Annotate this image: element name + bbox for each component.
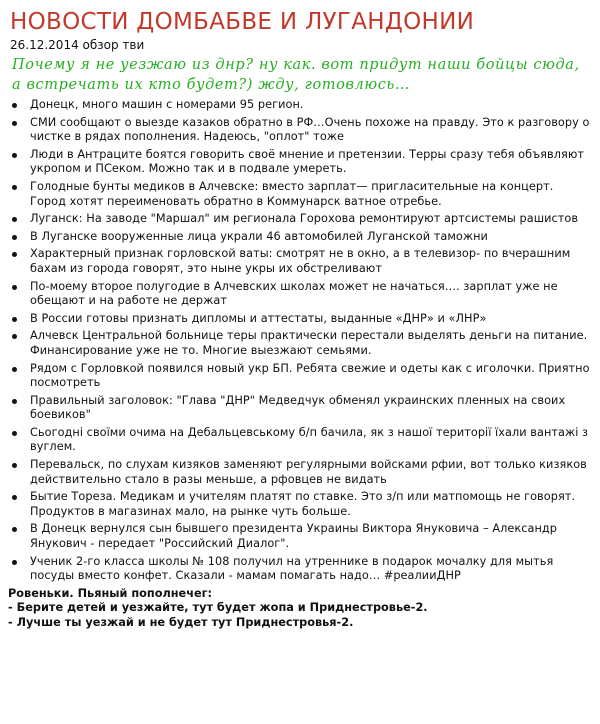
news-item: Луганск: На заводе "Маршал" им регионала Горохова ремонтируют артсистемы рашистов	[8, 212, 592, 227]
news-item: Сьогодні своїми очима на Дебальцевському б/п бачила, як з нашої території їхали вантажі з вуглем.	[8, 426, 592, 455]
news-item: Бытие Тореза. Медикам и учителям платят по ставке. Это з/п или матпомощь не говорят. Продуктов в магазинах мало, на рынке чуть больше.	[8, 490, 592, 519]
quote-text: Почему я не уезжаю из днр? ну как. вот придут наши бойцы сюда, а встречать их кто будет?) жду, готовлюсь…	[12, 57, 580, 93]
news-item: Люди в Антраците боятся говорить своё мнение и претензии. Терры сразу тебя объявляют укропом и ПСеком. Можно так и в подвале умереть.	[8, 148, 592, 177]
news-item: По-моему второе полугодие в Алчевских школах может не начаться…. зарплат уже не обещают и на работе не держат	[8, 280, 592, 309]
footer-line-2: - Берите детей и уезжайте, тут будет жопа и Приднестровье-2.	[8, 601, 428, 615]
news-item: Перевальск, по слухам кизяков заменяют регулярными войсками рфии, вот только кизяков действительно стало в разы меньше, а рфовцев не видать	[8, 458, 592, 487]
news-item: Характерный признак горловской ваты: смотрят не в окно, а в телевизор- по вчерашним бахам из города говорят, это ныне укры их обстреливают	[8, 247, 592, 276]
news-item: В России готовы признать дипломы и аттестаты, выданные «ДНР» и «ЛНР»	[8, 312, 592, 327]
news-list	[8, 98, 592, 584]
date-line: 26.12.2014 обзор тви	[10, 38, 145, 52]
news-item: Ученик 2-го класса школы № 108 получил на утреннике в подарок мочалку для мытья посуды вместо конфет. Сказали - мамам помагать надо… #реалииДНР	[8, 555, 592, 584]
news-item: Донецк, много машин с номерами 95 регион.	[8, 98, 592, 113]
footer-dialogue	[8, 587, 592, 631]
news-item: Рядом с Горловкой появился новый укр БП. Ребята свежие и одеты как с иголочки. Приятно посмотреть	[8, 362, 592, 391]
news-item: Алчевск Центральной больнице теры практически перестали выделять деньги на питание. Финансирование уже не то. Многие выезжают семьями.	[8, 329, 592, 358]
news-item: В Донецк вернулся сын бывшего президента Украины Виктора Януковича – Александр Янукович - передает "Российский Диалог".	[8, 522, 592, 551]
footer-line-3: - Лучше ты уезжай и не будет тут Приднестровья-2.	[8, 616, 354, 629]
news-item: СМИ сообщают о выезде казаков обратно в РФ…Очень похоже на правду. Это к разговору о чистке в рядах пополнения. Надеюсь, "оплот" тоже	[8, 116, 592, 145]
page-title: НОВОСТИ ДОМБАБВЕ И ЛУГАНДОНИИ	[10, 9, 475, 35]
footer-line-1: Ровеньки. Пьяный пополнечег:	[8, 586, 213, 600]
news-item: Голодные бунты медиков в Алчевске: вместо зарплат— пригласительные на концерт. Город хотят переименовать обратно в Коммунарск ватное отребье.	[8, 180, 592, 209]
news-item: Правильный заголовок: "Глава "ДНР" Медведчук обменял украинских пленных на своих боевиков"	[8, 394, 592, 423]
news-item: В Луганске вооруженные лица украли 46 автомобилей Луганской таможни	[8, 230, 592, 245]
